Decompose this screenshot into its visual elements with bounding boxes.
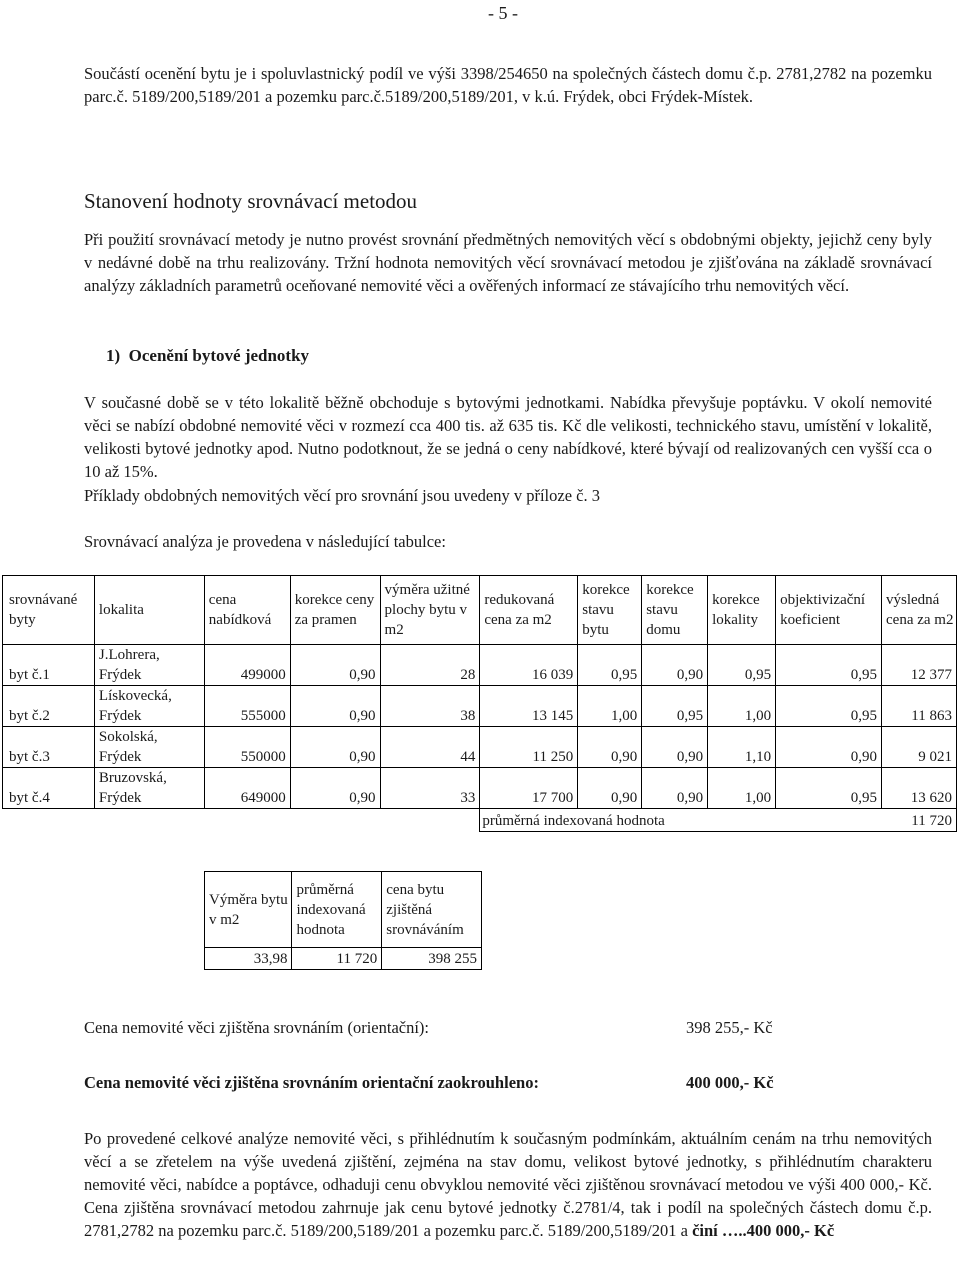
- table-row: [3, 645, 957, 686]
- table-row: [3, 727, 957, 768]
- row-redukovana: 16 039: [480, 645, 578, 686]
- result-label: Cena nemovité věci zjištěna srovnáním (orientační):: [84, 1018, 430, 1037]
- row-vymera: 33: [380, 768, 480, 809]
- row-korekce-domu: 0,90: [642, 645, 708, 686]
- row-redukovana: 17 700: [480, 768, 578, 809]
- intro-paragraph: Součástí ocenění bytu je i spoluvlastnický podíl ve výši 3398/254650 na společných částech domu č.p. 2781,2782 na pozemku parc.č. 5189/200,5189/201 a pozemku parc.č.5189/200,5189/201, v k.ú. Frýdek, obci Frýdek-Místek.: [84, 64, 932, 106]
- th-korekce-ceny: korekce ceny za pramen: [290, 576, 380, 645]
- row-redukovana: 11 250: [480, 727, 578, 768]
- row-korekce-bytu: 0,90: [578, 727, 642, 768]
- row-korekce-bytu: 0,95: [578, 645, 642, 686]
- section-title: Stanovení hodnoty srovnávací metodou: [84, 189, 418, 213]
- table-intro: Srovnávací analýza je provedena v následující tabulce:: [84, 532, 446, 551]
- final-paragraph: [84, 1127, 932, 1242]
- row-vysledna: 12 377: [882, 645, 957, 686]
- th-lokalita: lokalita: [94, 576, 204, 645]
- row-korekce-domu: 0,90: [642, 768, 708, 809]
- row-objektivizacni: 0,95: [776, 686, 882, 727]
- summary-area-value: 33,98: [253, 950, 288, 967]
- row-cena: 555000: [204, 686, 290, 727]
- row-vysledna: 9 021: [882, 727, 957, 768]
- row-lokalita-city: Frýdek: [98, 667, 142, 683]
- row-korekce-lokality: 1,10: [708, 727, 776, 768]
- row-korekce-ceny: 0,90: [290, 645, 380, 686]
- row-objektivizacni: 0,95: [776, 768, 882, 809]
- th-vysledna: výsledná cena za m2: [882, 576, 957, 645]
- row-korekce-lokality: 0,95: [708, 645, 776, 686]
- summary-header-avg: průměrná indexovaná hodnota: [292, 872, 382, 948]
- row-vysledna: 11 863: [882, 686, 957, 727]
- th-objektivizacni: objektivizační koeficient: [776, 576, 882, 645]
- rounded-result-label: Cena nemovité věci zjištěna srovnáním orientační zaokrouhleno:: [84, 1073, 539, 1092]
- comparison-table: [2, 575, 957, 832]
- row-byt: byt č.4: [3, 768, 95, 809]
- row-cena: 649000: [204, 768, 290, 809]
- row-vysledna: 13 620: [882, 768, 957, 809]
- row-korekce-ceny: 0,90: [290, 727, 380, 768]
- th-korekce-bytu: korekce stavu bytu: [578, 576, 642, 645]
- th-cena: cena nabídková: [204, 576, 290, 645]
- table-header-row: [3, 576, 957, 645]
- market-paragraph: V současné době se v této lokalitě běžně obchoduje s bytovými jednotkami. Nabídka převyšuje poptávku. V okolí nemovité věci se nabízí obdobné nemovité věci v rozmezí cca 400 tis. až 635 tis. Kč dle velikosti, technického stavu, umístění v lokalitě, velikosti bytové jednotky apod. Nutno podotknout, že se jedná o ceny nabídkové, které bývají od realizovaných cen vyšší cca o 10 až 15%.: [84, 393, 932, 481]
- average-label: průměrná indexovaná hodnota: [480, 809, 882, 832]
- th-korekce-domu: korekce stavu domu: [642, 576, 708, 645]
- summary-header-area: Výměra bytu v m2: [205, 872, 292, 948]
- page-number: - 5 -: [488, 3, 518, 23]
- row-korekce-lokality: 1,00: [708, 768, 776, 809]
- row-objektivizacni: 0,90: [776, 727, 882, 768]
- examples-line: Příklady obdobných nemovitých věcí pro srovnání jsou uvedeny v příloze č. 3: [84, 486, 600, 505]
- th-redukovana: redukovaná cena za m2: [480, 576, 578, 645]
- row-lokalita-city: Frýdek: [98, 749, 142, 765]
- summary-table: [204, 871, 482, 970]
- summary-avg-value: 11 720: [292, 948, 382, 970]
- row-lokalita-street: J.Lohrera,: [98, 647, 160, 663]
- row-objektivizacni: 0,95: [776, 645, 882, 686]
- row-korekce-lokality: 1,00: [708, 686, 776, 727]
- row-lokalita-street: Bruzovská,: [98, 770, 167, 786]
- subsection-title: 1) Ocenění bytové jednotky: [106, 346, 310, 365]
- table-row: [3, 768, 957, 809]
- th-korekce-lokality: korekce lokality: [708, 576, 776, 645]
- row-byt: byt č.2: [3, 686, 95, 727]
- row-vymera: 38: [380, 686, 480, 727]
- row-lokalita-street: Lískovecká,: [98, 688, 172, 704]
- row-korekce-domu: 0,95: [642, 686, 708, 727]
- row-vymera: 28: [380, 645, 480, 686]
- th-byt: srovnávané byty: [3, 576, 95, 645]
- average-value: 11 720: [882, 809, 957, 832]
- th-vymera: výměra užitné plochy bytu v m2: [380, 576, 480, 645]
- row-cena: 499000: [204, 645, 290, 686]
- row-redukovana: 13 145: [480, 686, 578, 727]
- row-korekce-ceny: 0,90: [290, 686, 380, 727]
- row-byt: byt č.3: [3, 727, 95, 768]
- row-korekce-ceny: 0,90: [290, 768, 380, 809]
- row-korekce-bytu: 0,90: [578, 768, 642, 809]
- result-value: 398 255,- Kč: [686, 1018, 773, 1037]
- row-korekce-bytu: 1,00: [578, 686, 642, 727]
- row-korekce-domu: 0,90: [642, 727, 708, 768]
- row-vymera: 44: [380, 727, 480, 768]
- final-value: činí …..400 000,- Kč: [692, 1221, 835, 1240]
- row-cena: 550000: [204, 727, 290, 768]
- summary-price-value: 398 255: [382, 948, 482, 970]
- summary-header-price: cena bytu zjištěná srovnáváním: [382, 872, 482, 948]
- table-row: [3, 686, 957, 727]
- final-text: Po provedené celkové analýze nemovité věci, s přihlédnutím k současným podmínkám, aktuálním cenám na trhu nemovitých věcí a se zřetelem na výše uvedená zjištění, zejména na stav domu, velikost bytové jednotky, s přihlédnutím charakteru nemovité věci, nabídce a poptávce, odhaduji cenu obvyklou nemovité věci zjištěnou srovnávací metodou ve výši 400 000,- Kč. Cena zjištěna srovnávací metodou zahrnuje jak cenu bytové jednotky č.2781/4, tak i podíl na společných částech domu č.p. 2781,2782 na pozemku parc.č. 5189/200,5189/201 a pozemku parc.č. 5189/200,5189/201 a: [84, 1129, 932, 1240]
- row-lokalita-city: Frýdek: [98, 790, 142, 806]
- row-byt: byt č.1: [3, 645, 95, 686]
- method-paragraph: Při použití srovnávací metody je nutno provést srovnání předmětných nemovitých věcí s obdobnými objekty, jejichž ceny byly v nedávné době na trhu realizovány. Tržní hodnota nemovitých věcí srovnávací metodou je zjišťována na základě srovnávací analýzy základních parametrů oceňované nemovité věci a ověřených informací ze stávajícího trhu nemovitých věcí.: [84, 230, 932, 295]
- rounded-result-value: 400 000,- Kč: [686, 1073, 774, 1092]
- row-lokalita-street: Sokolská,: [98, 729, 158, 745]
- average-row: [3, 809, 957, 832]
- row-lokalita-city: Frýdek: [98, 708, 142, 724]
